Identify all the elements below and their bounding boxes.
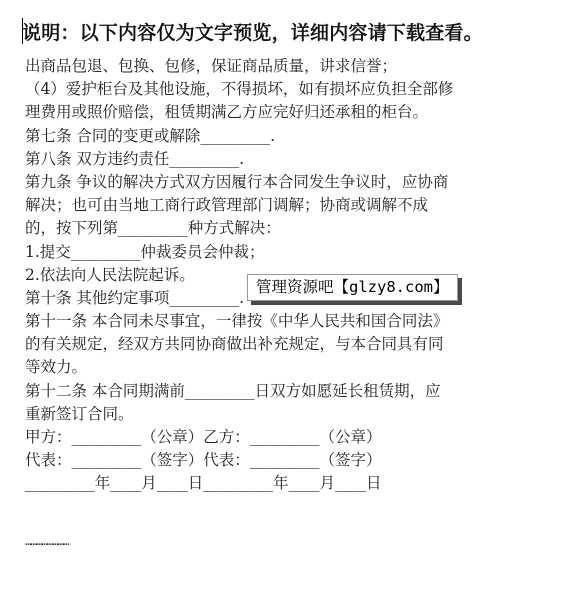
doc-line: 解决；也可由当地工商行政管理部门调解；协商或调解不成 — [25, 196, 429, 215]
clause-9: 第九条 争议的解决方式双方因履行本合同发生争议时，应协商 — [25, 172, 449, 191]
clause-12: 第十二条 本合同期满前_________日双方如愿延长租赁期，应 — [25, 381, 441, 400]
continuation-dots: …………………… — [25, 535, 69, 548]
clause-10: 第十条 其他约定事项_________. — [25, 288, 245, 307]
clause-11: 第十一条 本合同未尽事宜，一律按《中华人民共和国合同法》 — [25, 312, 449, 331]
option-2: 2.依法向人民法院起诉。 — [25, 265, 195, 284]
signature-date-line: _________年____月____日_________年____月____日 — [25, 474, 382, 493]
doc-line: 的，按下列第_________种方式解决： — [25, 219, 281, 238]
signature-representative-line: 代表：_________（签字）代表：_________（签字） — [25, 451, 382, 470]
clause-7: 第七条 合同的变更或解除_________. — [25, 126, 276, 145]
signature-party-line: 甲方：_________（公章）乙方：_________（公章） — [25, 428, 382, 446]
option-1: 1.提交_________仲裁委员会仲裁； — [25, 242, 265, 261]
doc-line: 等效力。 — [25, 358, 88, 377]
doc-line: 的有关规定，经双方共同协商做出补充规定，与本合同具有同 — [25, 335, 444, 354]
clause-8: 第八条 双方违约责任_________. — [25, 149, 245, 168]
doc-line: 重新签订合同。 — [25, 404, 134, 423]
doc-line: 出商品包退、包换、包修，保证商品质量，讲求信誉； — [25, 57, 398, 75]
doc-line: （4）爱护柜台及其他设施，不得损坏，如有损坏应负担全部修 — [25, 80, 454, 99]
doc-line: 理费用或照价赔偿，租赁期满乙方应完好归还承租的柜台。 — [25, 103, 429, 122]
preview-notice: 说明：以下内容仅为文字预览，详细内容请下载查看。 — [22, 22, 483, 44]
watermark-banner: 管理资源吧【glzy8.com】 — [247, 274, 458, 301]
